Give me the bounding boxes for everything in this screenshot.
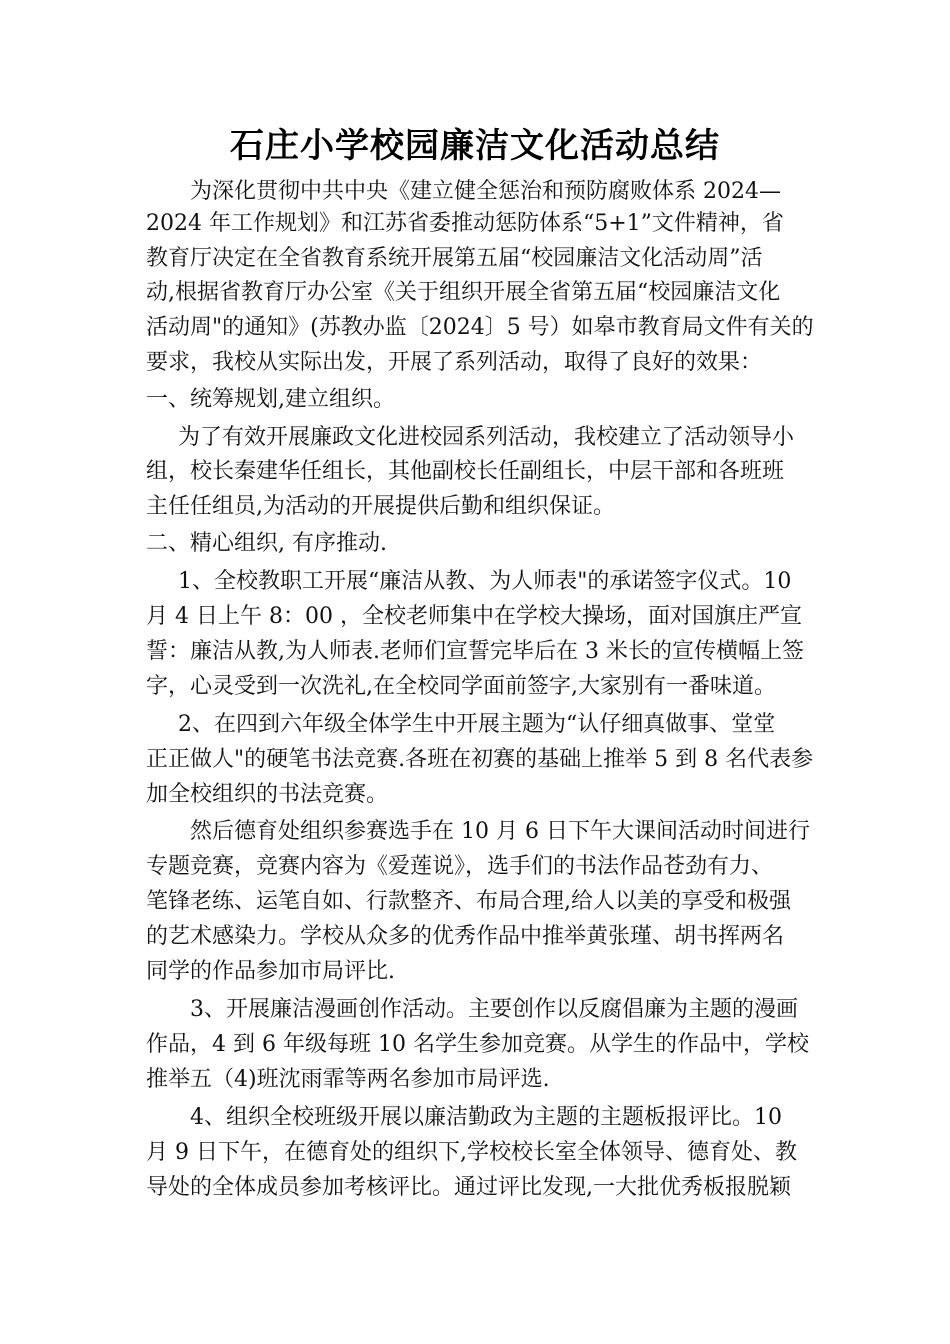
body-line: 为深化贯彻中共中央《建立健全惩治和预防腐败体系 2024—	[190, 179, 781, 204]
body-line: 同学的作品参加市局评比.	[146, 959, 395, 984]
body-line: 誓：廉洁从教,为人师表.老师们宣誓完毕后在 3 米长的宣传横幅上签	[146, 639, 804, 664]
body-line: 的艺术感染力。学校从众多的优秀作品中推举黄张瑾、胡书挥两名	[146, 924, 785, 949]
body-line: 月 4 日上午 8：00 ，全校老师集中在学校大操场，面对国旗庄严宣	[146, 604, 802, 629]
body-line: 4、组织全校班级开展以廉洁勤政为主题的主题板报评比。10	[190, 1105, 782, 1130]
body-line: 作品，4 到 6 年级每班 10 名学生参加竞赛。从学生的作品中，学校	[146, 1032, 809, 1057]
body-line: 为了有效开展廉政文化进校园系列活动，我校建立了活动领导小	[178, 425, 795, 450]
body-line: 2、在四到六年级全体学生中开展主题为“认仔细真做事、堂堂	[178, 712, 776, 737]
body-line: 3、开展廉洁漫画创作活动。主要创作以反腐倡廉为主题的漫画	[190, 997, 798, 1022]
body-line: 动,根据省教育厅办公室《关于组织开展全省第五届“校园廉洁文化	[146, 280, 781, 305]
body-line: 推举五（4)班沈雨霏等两名参加市局评选.	[146, 1067, 550, 1092]
body-line: 加全校组织的书法竞赛。	[146, 782, 389, 807]
body-line: 然后德育处组织参赛选手在 10 月 6 日下午大课间活动时间进行	[190, 819, 810, 844]
body-line: 1、全校教职工开展“廉洁从教、为人师表"的承诺签字仪式。10	[178, 569, 792, 594]
document-title: 石庄小学校园廉洁文化活动总结	[230, 126, 720, 166]
section-heading: 一、统筹规划,建立组织。	[146, 387, 395, 412]
body-line: 2024 年工作规划》和江苏省委推动惩防体系“5+1”文件精神，省	[146, 211, 784, 236]
body-line: 月 9 日下午，在德育处的组织下,学校校长室全体领导、德育处、教	[146, 1140, 797, 1165]
body-line: 要求，我校从实际出发，开展了系列活动，取得了良好的效果：	[146, 350, 763, 375]
body-line: 活动周"的通知》(苏教办监〔2024〕5 号）如皋市教育局文件有关的	[146, 315, 814, 340]
body-line: 字，心灵受到一次洗礼,在全校同学面前签字,大家别有一番味道。	[146, 674, 776, 699]
body-line: 专题竞赛，竞赛内容为《爱莲说》，选手们的书法作品苍劲有力、	[146, 854, 774, 879]
body-line: 教育厅决定在全省教育系统开展第五届“校园廉洁文化活动周”活	[146, 246, 763, 271]
body-line: 导处的全体成员参加考核评比。通过评比发现,一大批优秀板报脱颖	[146, 1175, 791, 1200]
body-line: 组，校长秦建华任组长，其他副校长任副组长，中层干部和各班班	[146, 459, 785, 484]
body-line: 正正做人"的硬笔书法竞赛.各班在初赛的基础上推举 5 到 8 名代表参	[146, 747, 814, 772]
body-line: 主任任组员,为活动的开展提供后勤和组织保证。	[146, 494, 615, 519]
section-heading: 二、精心组织, 有序推动.	[146, 531, 387, 556]
body-line: 笔锋老练、运笔自如、行款整齐、布局合理,给人以美的享受和极强	[146, 889, 791, 914]
